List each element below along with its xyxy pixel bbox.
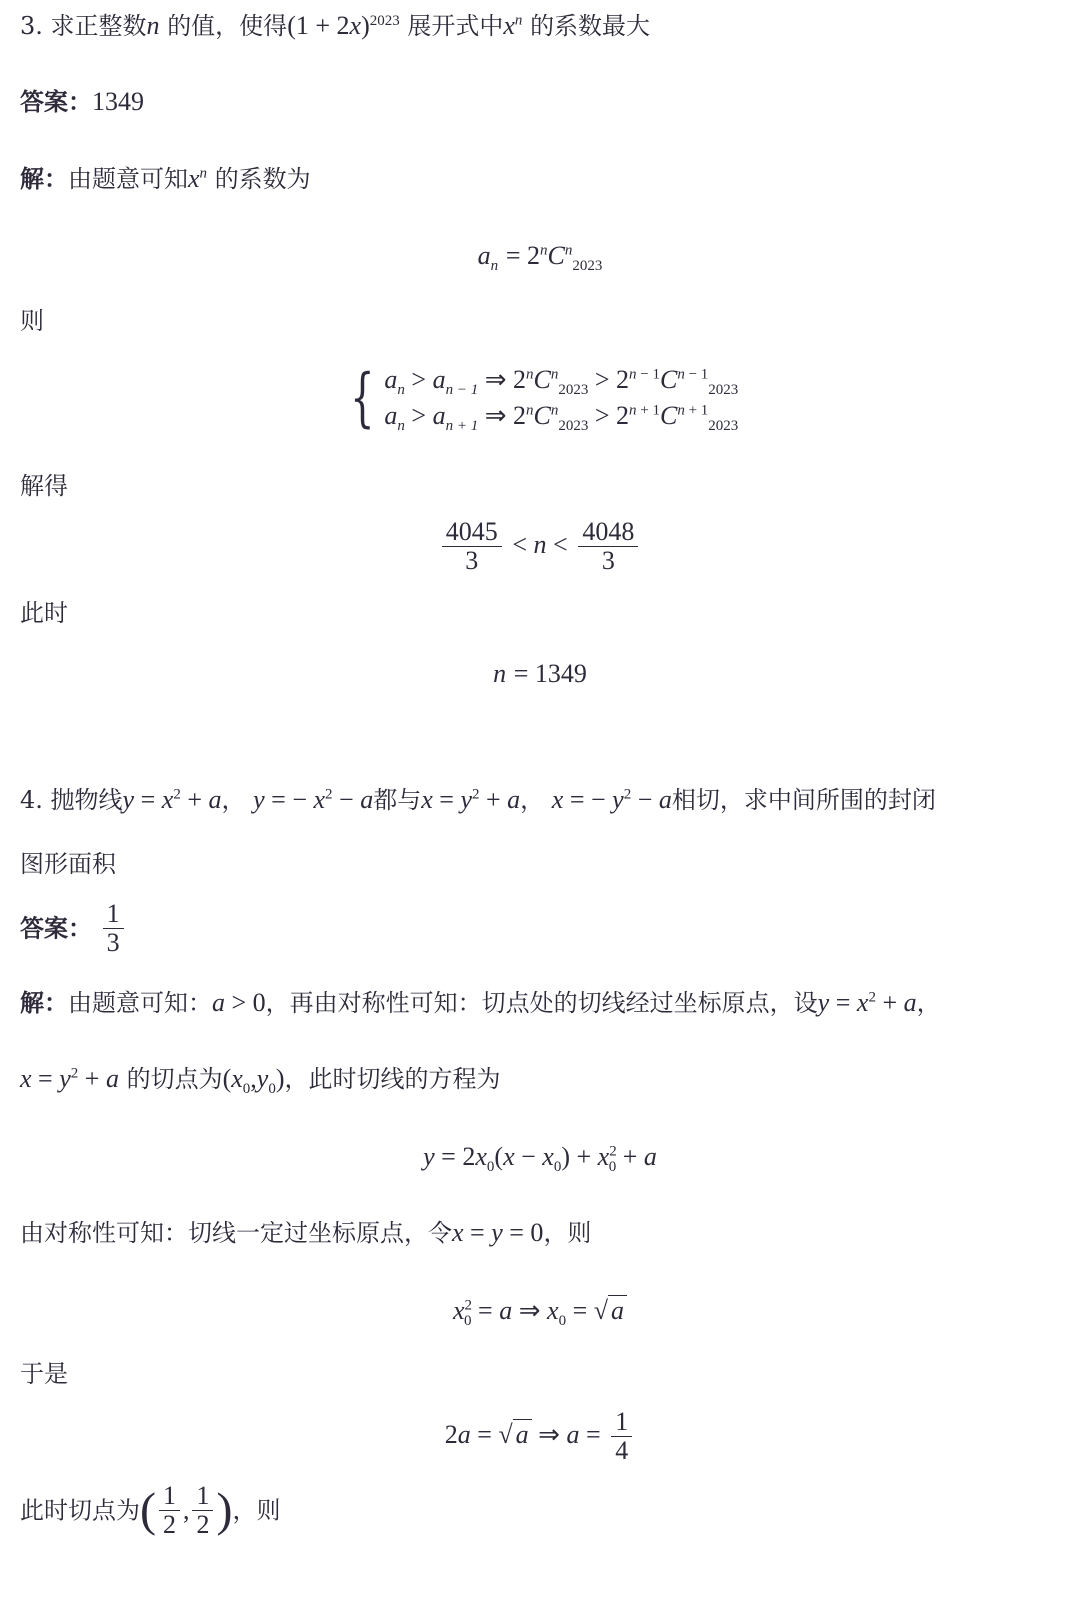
brace-icon: { xyxy=(349,361,375,435)
q3-answer xyxy=(20,86,144,118)
answer-label: 答案： xyxy=(20,87,92,116)
solution-label: 解： xyxy=(20,988,68,1017)
math-xn: $x^n$ xyxy=(503,11,523,40)
solution-text: 由对称性可知：切线一定过坐标原点，令 xyxy=(20,1219,452,1247)
formula-an: $a_n = 2^nC^n_{2023}$ xyxy=(477,241,603,275)
fraction-inequality: $\frac{4045}{3}$ < n < $\frac{4048}{3}$ xyxy=(0,518,1080,575)
this-time-text: 此时 xyxy=(20,599,68,627)
math-binomial: (1 + 2x) xyxy=(287,11,370,40)
q3-text: 求正整数 xyxy=(50,12,147,40)
q3-then xyxy=(20,305,44,337)
formula-n-value: n = 1349 xyxy=(493,659,587,688)
answer-label: 答案： xyxy=(20,913,92,943)
fraction: $\frac{1}{2}$ xyxy=(159,1482,180,1539)
formula-a-value: 2a = √ a ⇒ a = $\frac{1}{4}$ xyxy=(0,1408,1080,1465)
inequality-system xyxy=(0,362,1080,434)
q4-answer xyxy=(20,900,127,957)
q4-solution-line2: $x = y^2 + a$ 的切点为$(x_0,y_0)$，此时切线的方程为 xyxy=(20,1064,501,1098)
solution-text: 于是 xyxy=(20,1360,68,1388)
fraction: $\frac{1}{4}$ xyxy=(611,1408,632,1465)
q4-text: 抛物线 xyxy=(50,786,123,814)
q4-statement-cont xyxy=(20,848,116,880)
q3-number: 3. xyxy=(20,12,43,40)
math-xn: $x^n$ xyxy=(188,164,208,193)
solution-text: ，此时切线的方程为 xyxy=(284,1065,501,1093)
q4-statement: 4. 抛物线$y = x^2 + a$， y = − $x^2 - a$都与$x = y^2 + a$， x = − $y^2 - a$相切，求中间所围的封闭 xyxy=(20,785,936,814)
q4-solution-last: 此时切点为( $\frac{1}{2}$ , $\frac{1}{2}$ )，则 xyxy=(20,1481,281,1539)
q3-text: 展开式中 xyxy=(407,12,504,40)
formula-x0: $x^2_0 = a$ ⇒ $x_0$ = √ a xyxy=(0,1295,1080,1327)
solution-text: ，则 xyxy=(543,1219,592,1247)
q4-number: 4. xyxy=(20,786,43,814)
q3-text: 的值，使得 xyxy=(167,12,288,40)
solution-text: ，则 xyxy=(232,1496,281,1525)
inequality-row: $a_n > a_{n - 1}$ ⇒ $2^nC^n_{2023} > 2^{n - 1}C^{n - 1}_{2023}$ xyxy=(384,365,739,399)
fraction: $\frac{4048}{3}$ xyxy=(578,518,638,575)
solution-text: ，再由对称性可知：切点处的切线经过坐标原点，设 xyxy=(265,989,818,1017)
solution-text: 由题意可知 xyxy=(68,165,188,193)
q3-text: 的系数最大 xyxy=(530,12,651,40)
inequality-row: $a_n > a_{n + 1}$ ⇒ $2^nC^n_{2023} > 2^{n + 1}C^{n + 1}_{2023}$ xyxy=(384,401,739,435)
q3-this-time xyxy=(20,597,68,629)
q4-text: 图形面积 xyxy=(20,850,116,878)
solve-get-text: 解得 xyxy=(20,472,68,500)
q3-solution-intro xyxy=(20,163,311,195)
q4-text: 相切，求中间所围的封闭 xyxy=(671,786,936,814)
fraction: $\frac{1}{2}$ xyxy=(192,1482,213,1539)
q4-yu-shi xyxy=(20,1358,68,1390)
math-n: n xyxy=(146,11,160,40)
math-exponent: 2023 xyxy=(369,13,400,29)
q3-solve-get xyxy=(20,470,68,502)
answer-fraction: $\frac{1}{3}$ xyxy=(103,900,124,957)
solution-label: 解： xyxy=(20,164,68,193)
q4-solution-line1: 解：由题意可知：a > 0，再由对称性可知：切点处的切线经过坐标原点，设$y = x^2 + a$， xyxy=(20,988,941,1017)
q3-statement xyxy=(20,10,650,42)
solution-text: 的切点为 xyxy=(126,1065,223,1093)
fraction: $\frac{4045}{3}$ xyxy=(442,518,502,575)
q4-text: 都与 xyxy=(373,786,422,814)
solution-text: 由题意可知： xyxy=(68,989,212,1017)
q4-solution-line3: 由对称性可知：切线一定过坐标原点，令x = y = 0，则 xyxy=(20,1218,592,1247)
solution-text: 此时切点为 xyxy=(20,1496,140,1525)
solution-text: 的系数为 xyxy=(214,165,311,193)
formula-tangent: $y = 2x_0(x - x_0) + x^2_0 + a$ xyxy=(423,1142,657,1176)
answer-value: 1349 xyxy=(92,87,144,116)
then-text: 则 xyxy=(20,307,44,335)
